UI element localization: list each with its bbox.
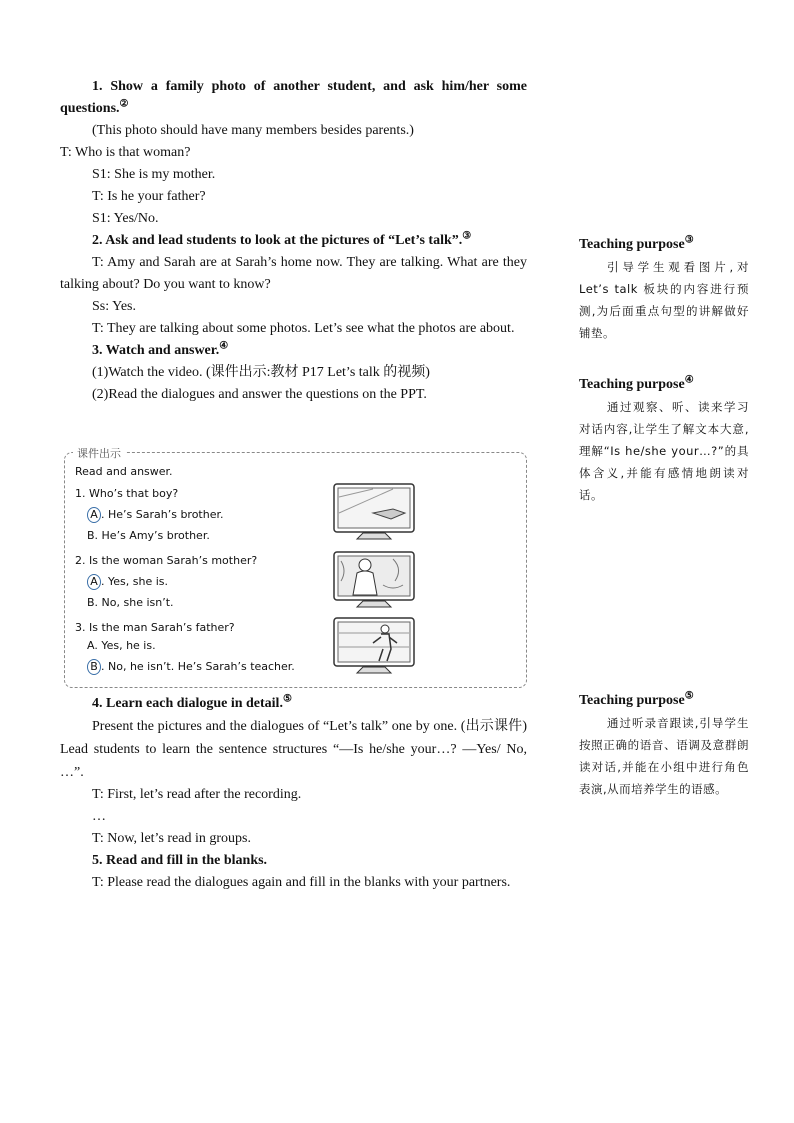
courseware-box	[64, 447, 527, 688]
teaching-purpose-5	[579, 690, 749, 800]
dialogue-line: T: They are talking about some photos. Let’s see what the photos are about.	[92, 321, 515, 336]
teaching-purpose-3	[579, 234, 749, 344]
teaching-purpose-title: Teaching purpose⑤	[579, 690, 694, 708]
question-2: 2. Is the woman Sarah’s mother?	[75, 554, 258, 567]
step3-item: (1)Watch the video. (课件出示:教材 P17 Let’s talk 的视频)	[92, 365, 430, 380]
step5-text: T: Please read the dialogues again and fill in the blanks with your partners.	[92, 875, 511, 890]
teaching-purpose-title: Teaching purpose③	[579, 234, 694, 252]
step4-text: Present the pictures and the dialogues of “Let’s talk” one by one. (出示课件) Lead students to learn the sentence structures “—Is he/she your…? —Yes/ No, …”.	[60, 719, 527, 780]
question-3: 3. Is the man Sarah’s father?	[75, 621, 235, 634]
answer-1b: B. He’s Amy’s brother.	[87, 529, 210, 542]
answer-3b: B . No, he isn’t. He’s Sarah’s teacher.	[87, 659, 295, 675]
teaching-purpose-4	[579, 374, 749, 506]
teaching-purpose-text: 通过听录音跟读,引导学生按照正确的语音、语调及意群朗读对话,并能在小组中进行角色表演,从而培养学生的语感。	[579, 716, 749, 796]
dialogue-line: S1: She is my mother.	[92, 167, 216, 182]
teaching-purpose-title: Teaching purpose④	[579, 374, 694, 392]
answer-circle-icon: A	[87, 574, 101, 590]
step3-item: (2)Read the dialogues and answer the questions on the PPT.	[92, 387, 427, 402]
step1-title: 1. Show a family photo of another student, and ask him/her some questions.②	[60, 79, 527, 116]
answer-2a: A . Yes, she is.	[87, 574, 168, 590]
answer-circle-icon: A	[87, 507, 101, 523]
teaching-purpose-text: 通过观察、听、读来学习对话内容,让学生了解文本大意,理解“Is he/she your…?”的具体含义,并能有感情地朗读对话。	[579, 400, 749, 502]
step4-title: 4. Learn each dialogue in detail.⑤	[92, 693, 292, 711]
tv-picture-3	[333, 617, 415, 675]
answer-1a: A . He’s Sarah’s brother.	[87, 507, 224, 523]
dialogue-line: …	[92, 809, 106, 824]
question-1: 1. Who’s that boy?	[75, 487, 179, 500]
step3-title: 3. Watch and answer.④	[92, 340, 229, 358]
answer-2b: B. No, she isn’t.	[87, 596, 174, 609]
lesson-steps-continued	[60, 693, 527, 894]
step2-title: 2. Ask and lead students to look at the pictures of “Let’s talk”.③	[92, 230, 472, 248]
box-heading: Read and answer.	[75, 465, 173, 478]
courseware-tag: 课件出示	[73, 445, 125, 461]
dialogue-line: T: First, let’s read after the recording.	[92, 787, 302, 802]
dialogue-line: T: Who is that woman?	[60, 145, 191, 160]
dialogue-line: S1: Yes/No.	[92, 211, 159, 226]
dialogue-line: T: Now, let’s read in groups.	[92, 831, 251, 846]
dialogue-line: Ss: Yes.	[92, 299, 136, 314]
step5-title: 5. Read and fill in the blanks.	[92, 853, 268, 868]
step1-note: (This photo should have many members besides parents.)	[92, 123, 414, 138]
lesson-steps	[60, 76, 527, 406]
teaching-purpose-text: 引导学生观看图片,对Let’s talk 板块的内容进行预测,为后面重点句型的讲解做好铺垫。	[579, 260, 749, 340]
dialogue-line: T: Amy and Sarah are at Sarah’s home now. They are talking. What are they talking about? Do you want to know?	[60, 255, 527, 292]
answer-3a: A. Yes, he is.	[87, 639, 156, 652]
dialogue-line: T: Is he your father?	[92, 189, 206, 204]
tv-picture-2	[333, 551, 415, 609]
tv-picture-1	[333, 483, 415, 541]
answer-circle-icon: B	[87, 659, 101, 675]
